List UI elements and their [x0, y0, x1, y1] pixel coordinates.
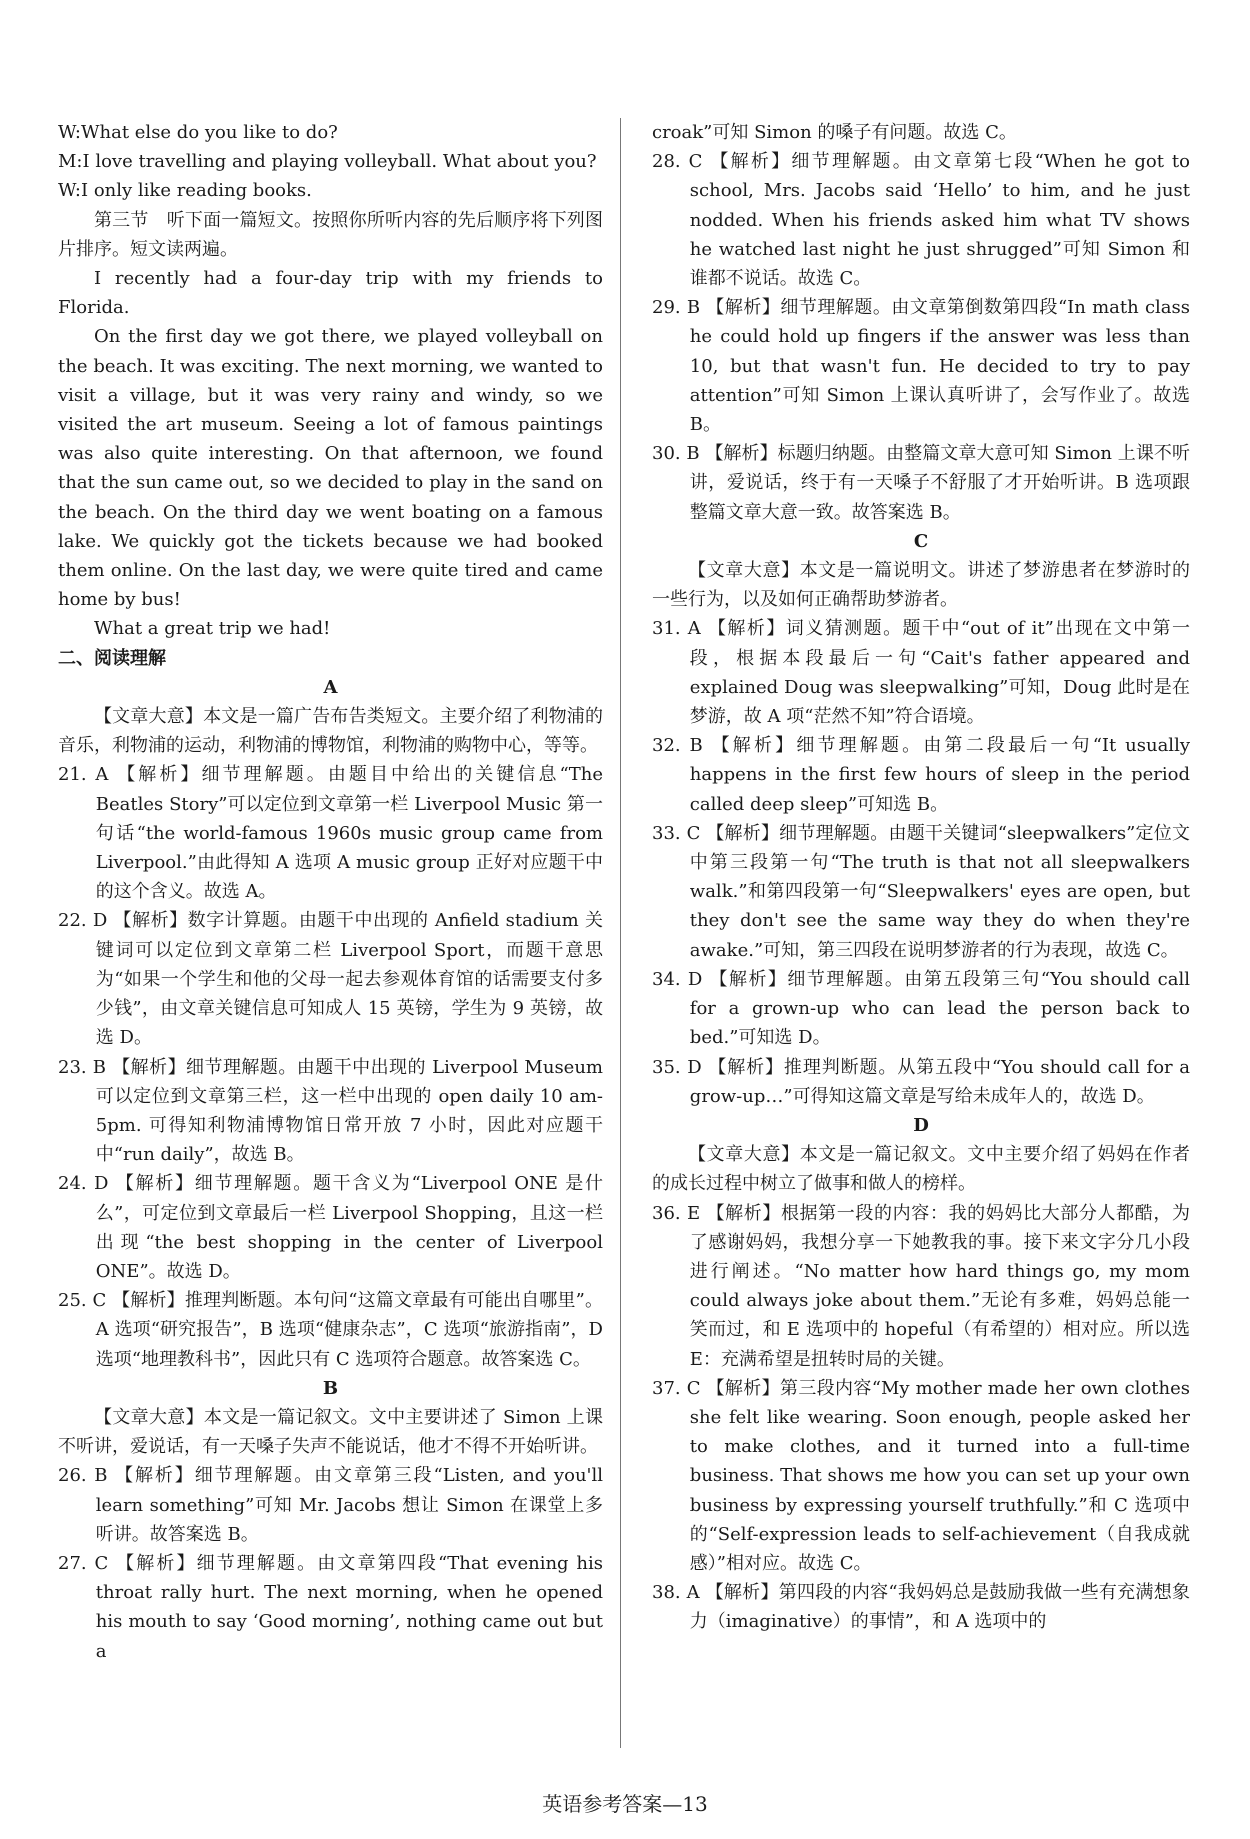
right-paragraph: 【文章大意】本文是一篇说明文。讲述了梦游患者在梦游时的一些行为，以及如何正确帮助梦游者。 — [652, 560, 1190, 611]
right-paragraph: 30. B 【解析】标题归纳题。由整篇文章大意可知 Simon 上课不听讲，爱说话，终于有一天嗓子不舒服了才开始听讲。B 选项跟整篇文章大意一致。故答案选 B。 — [652, 443, 1190, 523]
page-footer: 英语参考答案—13 — [542, 1792, 708, 1816]
left-column — [58, 118, 603, 1666]
left-paragraph: 【文章大意】本文是一篇广告布告类短文。主要介绍了利物浦的音乐，利物浦的运动，利物浦的博物馆，利物浦的购物中心，等等。 — [58, 706, 603, 757]
right-paragraph: C — [913, 530, 929, 552]
left-paragraph: A — [323, 676, 338, 698]
left-paragraph: 25. C 【解析】推理判断题。本句问“这篇文章最有可能出自哪里”。A 选项“研究报告”，B 选项“健康杂志”，C 选项“旅游指南”，D 选项“地理教科书”，因此只有 C 选项符合题意。故答案选 C。 — [58, 1290, 603, 1370]
left-paragraph: 24. D 【解析】细节理解题。题干含义为“Liverpool ONE 是什么”，可定位到文章最后一栏 Liverpool Shopping，且这一栏出现“the best shopping in the center of Liverpool ONE”。故选 D。 — [58, 1173, 603, 1282]
right-paragraph: 28. C 【解析】细节理解题。由文章第七段“When he got to school, Mrs. Jacobs said ‘Hello’ to him, and he just nodded. When his friends asked him what TV shows he watched last night he just shrugged”可知 Simon 和谁都不说话。故选 C。 — [652, 151, 1190, 290]
left-paragraph: W:I only like reading books. — [58, 180, 312, 202]
left-paragraph: I recently had a four-day trip with my friends to Florida. — [58, 268, 603, 319]
left-paragraph: On the first day we got there, we played volleyball on the beach. It was exciting. The next morning, we wanted to visit a village, but it was very rainy and windy, so we visited the art museum. Seeing a lot of famous paintings was also quite interesting. On that afternoon, we found that the sun came out, so we decided to play in the sand on the beach. On the third day we went boating on a famous lake. We quickly got the tickets because we had booked them online. On the last day, we were quite tired and came home by bus! — [58, 326, 603, 611]
right-column — [652, 118, 1190, 1637]
right-paragraph: 38. A 【解析】第四段的内容“我妈妈总是鼓励我做一些有充满想象力（imaginative）的事情”，和 A 选项中的 — [652, 1582, 1190, 1633]
right-paragraph: 37. C 【解析】第三段内容“My mother made her own clothes she felt like wearing. Soon enough, people asked her to make clothes, and it turned into a full-time business. That shows me how you can set up your own business by expressing yourself truthfully.”和 C 选项中的“Self-expression leads to self-achievement（自我成就感）”相对应。故选 C。 — [652, 1377, 1190, 1574]
right-paragraph: 31. A 【解析】词义猜测题。题干中“out of it”出现在文中第一段，根据本段最后一句“Cait's father appeared and explained Doug was sleepwalking”可知，Doug 此时是在梦游，故 A 项“茫然不知”符合语境。 — [652, 618, 1190, 728]
left-paragraph: W:What else do you like to do? — [58, 122, 338, 143]
right-paragraph: 34. D 【解析】细节理解题。由第五段第三句“You should call for a grown-up who can lead the person back to bed.”可知选 D。 — [652, 968, 1190, 1049]
left-paragraph: 27. C 【解析】细节理解题。由文章第四段“That evening his throat rally hurt. The next morning, when he opened his mouth to say ‘Good morning’, nothing came out but a — [58, 1552, 603, 1662]
right-paragraph: 36. E 【解析】根据第一段的内容：我的妈妈比大部分人都酷，为了感谢妈妈，我想分享一下她教我的事。接下来文字分几小段进行阐述。“No matter how hard things go, my mom could always joke about them.”无论有多难，妈妈总能一笑而过，和 E 选项中的 hopeful（有希望的）相对应。所以选 E：充满希望是扭转时局的关键。 — [652, 1202, 1190, 1370]
right-paragraph: croak”可知 Simon 的嗓子有问题。故选 C。 — [652, 122, 1017, 143]
left-paragraph: 23. B 【解析】细节理解题。由题干中出现的 Liverpool Museum 可以定位到文章第三栏，这一栏中出现的 open daily 10 am-5pm. 可得知利物浦博物馆日常开放 7 小时，因此对应题干中“run daily”，故选 B。 — [58, 1056, 603, 1166]
right-paragraph: 33. C 【解析】细节理解题。由题干关键词“sleepwalkers”定位文中第三段第一句“The truth is that not all sleepwalkers walk.”和第四段第一句“Sleepwalkers' eyes are open, but they don't see the same way they do when they're awake.”可知，第三四段在说明梦游者的行为表现，故选 C。 — [652, 822, 1190, 961]
left-paragraph: 【文章大意】本文是一篇记叙文。文中主要讲述了 Simon 上课不听讲，爱说话，有一天嗓子失声不能说话，他才不得不开始听讲。 — [58, 1406, 603, 1458]
column-divider — [620, 118, 621, 1748]
right-paragraph: 35. D 【解析】推理判断题。从第五段中“You should call for a grow-up…”可得知这篇文章是写给未成年人的，故选 D。 — [652, 1056, 1190, 1107]
right-paragraph: 29. B 【解析】细节理解题。由文章第倒数第四段“In math class he could hold up fingers if the answer was less than 10, but that wasn't fun. He decided to try to pay attention”可知 Simon 上课认真听讲了，会写作业了。故选 B。 — [652, 297, 1190, 436]
left-paragraph: 22. D 【解析】数字计算题。由题干中出现的 Anfield stadium 关键词可以定位到文章第二栏 Liverpool Sport，而题干意思为“如果一个学生和他的父母一起去参观体育馆的话需要支付多少钱”，由文章关键信息可知成人 15 英镑，学生为 9 英镑，故选 D。 — [58, 910, 603, 1049]
left-paragraph: What a great trip we had! — [94, 618, 331, 640]
left-paragraph: 26. B 【解析】细节理解题。由文章第三段“Listen, and you'll learn something”可知 Mr. Jacobs 想让 Simon 在课堂上多听讲。故答案选 B。 — [58, 1465, 603, 1545]
left-paragraph: 第三节 听下面一篇短文。按照你所听内容的先后顺序将下列图片排序。短文读两遍。 — [58, 209, 603, 260]
left-paragraph: 21. A 【解析】细节理解题。由题目中给出的关键信息“The Beatles Story”可以定位到文章第一栏 Liverpool Music 第一句话“the world-famous 1960s music group came from Liverpool.”由此得知 A 选项 A music group 正好对应题干中的这个含义。故选 A。 — [58, 764, 603, 903]
left-paragraph: 二、阅读理解 — [58, 647, 166, 669]
right-paragraph: D — [913, 1114, 929, 1136]
left-paragraph: B — [322, 1377, 339, 1399]
left-paragraph: M:I love travelling and playing volleyball. What about you? — [58, 151, 597, 173]
right-paragraph: 【文章大意】本文是一篇记叙文。文中主要介绍了妈妈在作者的成长过程中树立了做事和做人的榜样。 — [652, 1144, 1190, 1195]
right-paragraph: 32. B 【解析】细节理解题。由第二段最后一句“It usually happens in the first few hours of sleep in the period called deep sleep”可知选 B。 — [652, 735, 1190, 815]
